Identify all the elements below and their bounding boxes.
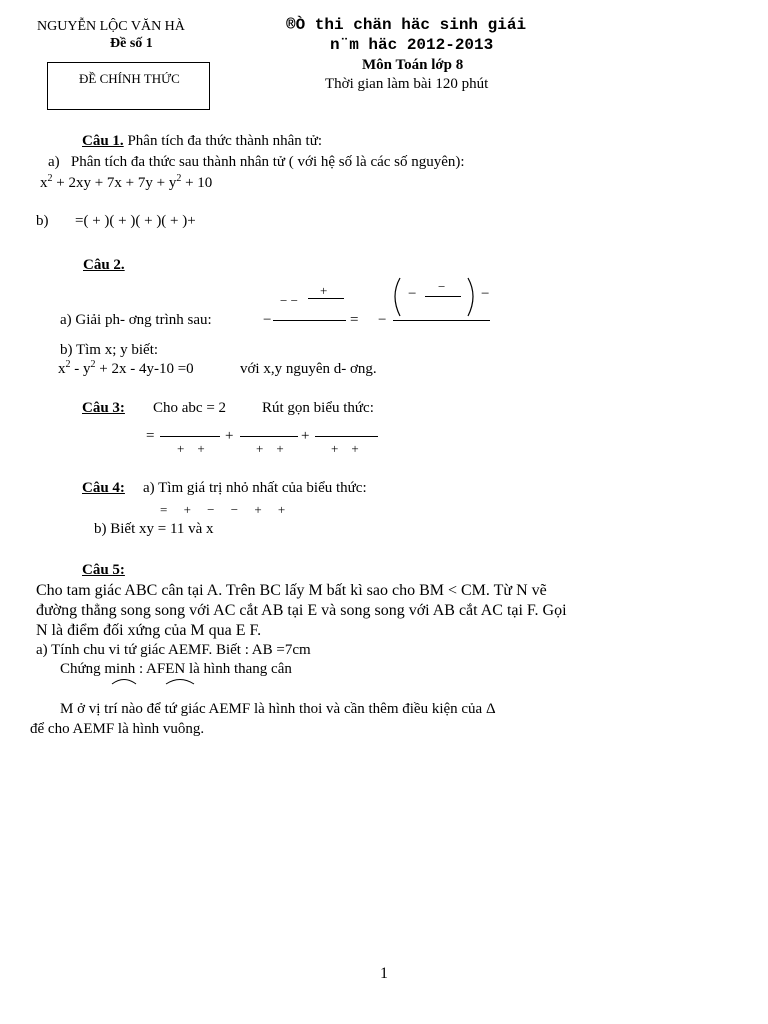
expr-term: + 2x - 4y-10 =0 xyxy=(95,361,194,377)
question-1a-label: a) xyxy=(48,154,60,170)
official-stamp-box xyxy=(47,62,210,110)
expr-exponent: 2 xyxy=(47,173,53,184)
q3-fraction-bar-3 xyxy=(315,436,378,437)
q3-fraction-bar-1 xyxy=(160,436,220,437)
question-2b-equation xyxy=(58,359,194,377)
question-1-intro: Phân tích đa thức thành nhân tử: xyxy=(127,133,322,149)
question-1-title: Câu 1. xyxy=(82,133,124,149)
q3-fraction-bar-2 xyxy=(240,436,298,437)
question-2-title: Câu 2. xyxy=(83,257,125,273)
q3-plus-2: + xyxy=(301,428,310,444)
question-4-title: Câu 4: xyxy=(82,480,125,496)
equation-paren-top-dash: − xyxy=(438,279,446,294)
equation-inner-fraction-bar xyxy=(425,296,461,297)
question-5b-proof: Chứng minh : AFEN là hình thang cân xyxy=(60,661,292,677)
expr-term: + 2xy + 7x + 7y + y xyxy=(52,175,177,191)
page-number: 1 xyxy=(380,965,388,982)
equation-fraction-bar-left xyxy=(273,320,346,321)
question-1a-text: Phân tích đa thức sau thành nhân tử ( với hệ số là các số nguyên): xyxy=(70,154,465,170)
expr-term: x xyxy=(40,175,48,191)
q3-denominator-2: + + xyxy=(256,441,284,456)
question-4a-expression: = + − − + + xyxy=(160,502,286,517)
question-5a-text: a) Tính chu vi tứ giác AEMF. Biết : AB =7cm xyxy=(36,642,311,658)
question-1-header xyxy=(82,134,322,149)
equation-equals: = xyxy=(350,312,359,328)
equation-minus-2: − xyxy=(378,312,387,328)
exam-title-line1: ®Ò thi chän häc sinh giái xyxy=(286,16,527,34)
q3-plus-1: + xyxy=(225,428,234,444)
question-4a-text: a) Tìm giá trị nhỏ nhất của biểu thức: xyxy=(143,480,367,496)
q3-denominator-3: + + xyxy=(331,441,359,456)
question-3-intro: Cho abc = 2 xyxy=(153,400,227,416)
question-2b-label: b) Tìm x; y biết: xyxy=(60,342,159,358)
question-1a-expression xyxy=(40,173,213,191)
question-5-line2: đường thẳng song song với AC cắt AB tại E và song song với AB cắt AC tại F. Gọi xyxy=(36,602,567,619)
question-1b-expression: =( + )( + )( + )( + )+ xyxy=(75,213,196,229)
equation-small-fraction-bar xyxy=(308,298,344,299)
q3-equals: = xyxy=(146,428,155,444)
expr-term: x xyxy=(58,361,66,377)
question-2b-condition: với x,y nguyên d- ơng. xyxy=(240,361,377,377)
expr-exponent: 2 xyxy=(90,359,96,370)
question-4b-text: b) Biết xy = 11 và x xyxy=(94,521,214,537)
question-3-task: Rút gọn biểu thức: xyxy=(262,400,374,416)
subject: Môn Toán lớp 8 xyxy=(362,57,464,73)
equation-small-plus: + xyxy=(320,283,328,298)
question-1a xyxy=(48,155,465,170)
official-label: ĐỀ CHÍNH THỨC xyxy=(79,71,180,86)
expr-term: - y xyxy=(70,361,91,377)
question-5-line3: N là điểm đối xứng của M qua E F. xyxy=(36,622,262,639)
equation-paren-minus: − xyxy=(408,286,417,302)
question-1b-label: b) xyxy=(36,213,49,229)
q3-denominator-1: + + xyxy=(177,441,205,456)
author-name: NGUYỄN LỘC VĂN HÀ xyxy=(37,19,185,34)
expr-exponent: 2 xyxy=(65,359,71,370)
question-2a-text: a) Giải ph- ơng trình sau: xyxy=(60,312,212,328)
expr-term: + 10 xyxy=(181,175,213,191)
exam-number: Đề số 1 xyxy=(110,36,153,51)
expr-exponent: 2 xyxy=(176,173,182,184)
exam-title-line2: n¨m häc 2012-2013 xyxy=(330,36,494,54)
equation-numerator-dashes: − − xyxy=(280,293,298,308)
question-5-line1: Cho tam giác ABC cân tại A. Trên BC lấy M bất kì sao cho BM < CM. Từ N vẽ xyxy=(36,582,547,599)
duration: Thời gian làm bài 120 phút xyxy=(325,76,489,92)
question-5c-text-cont: để cho AEMF là hình vuông. xyxy=(30,721,205,737)
question-5c-text: M ở vị trí nào để tứ giác AEMF là hình thoi và cần thêm điều kiện của Δ xyxy=(60,701,496,717)
equation-parentheses xyxy=(390,276,480,318)
proof-curve-marks xyxy=(110,676,230,688)
equation-after-paren: − xyxy=(481,286,490,302)
question-3-title: Câu 3: xyxy=(82,400,125,416)
question-5-title: Câu 5: xyxy=(82,562,125,578)
equation-minus-1: − xyxy=(263,312,272,328)
equation-fraction-bar-right xyxy=(393,320,490,321)
